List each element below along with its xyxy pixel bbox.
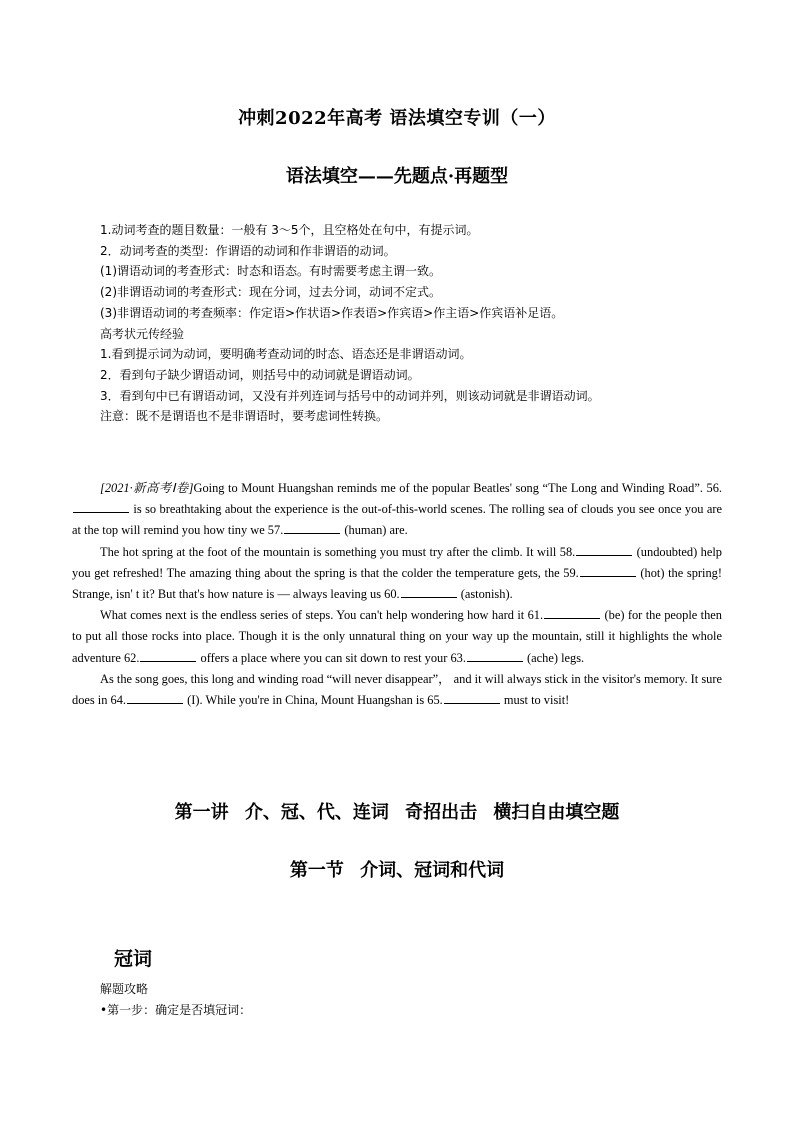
blank-58[interactable] (576, 544, 632, 556)
note-line: 2．看到句子缺少谓语动词，则括号中的动词就是谓语动词。 (100, 367, 420, 382)
passage-text: must to visit! (500, 693, 570, 708)
passage-paragraph-4 (72, 669, 722, 711)
note-line: (3)非谓语动词的考查频率：作定语>作状语>作表语>作宾语>作主语>作宾语补足语。 (100, 305, 564, 320)
lecture-heading: 第一讲 介、冠、代、连词 奇招出击 横扫自由填空题 (174, 802, 620, 823)
passage-text: What comes next is the endless series of steps. You can't help wondering how hard it 61. (100, 608, 544, 623)
passage-paragraph-3 (72, 605, 722, 669)
verb-notes (100, 220, 720, 427)
cloze-passage (72, 478, 722, 711)
blank-65[interactable] (444, 692, 500, 704)
blank-59[interactable] (580, 565, 636, 577)
blank-62[interactable] (140, 650, 196, 662)
note-line: (1)谓语动词的考查形式：时态和语态。有时需要考虑主谓一致。 (100, 264, 442, 279)
note-line: 2．动词考查的类型：作谓语的动词和作非谓语的动词。 (100, 243, 396, 258)
blank-57[interactable] (284, 522, 340, 534)
passage-text: (astonish). (457, 587, 513, 602)
note-line: 3．看到句中已有谓语动词，又没有并列连词与括号中的动词并列，则该动词就是非谓语动词。 (100, 388, 600, 403)
passage-text: (hot) the spring! Strange, isn' t it? But that's how nature is — always leaving us 60. (72, 565, 722, 602)
document-title: 冲刺2022年高考 语法填空专训（一） (238, 108, 556, 129)
note-line: 1.动词考查的题目数量：一般有 3～5个，且空格处在句中，有提示词。 (100, 223, 479, 237)
passage-source: [2021·新高考Ⅰ卷] (100, 481, 194, 495)
article-heading: 冠词 (114, 948, 153, 970)
passage-text: The hot spring at the foot of the mountain is something you must try after the climb. It will 58. (100, 544, 576, 559)
passage-text: Going to Mount Huangshan reminds me of the popular Beatles' song “The Long and Winding Road”. 56. (193, 481, 722, 495)
step-one-text: •第一步：确定是否填冠词： (100, 1003, 252, 1017)
note-line: (2)非谓语动词的考查形式：现在分词，过去分词，动词不定式。 (100, 285, 442, 300)
note-line: 1.看到提示词为动词，要明确考查动词的时态、语态还是非谓语动词。 (100, 347, 472, 362)
blank-64[interactable] (127, 692, 183, 704)
passage-text: (ache) legs. (523, 650, 585, 665)
strategy-label: 解题攻略 (100, 982, 149, 996)
passage-text: (be) for the people then to put all those rocks into place. Though it is the only unnatural thing on your way up the mountain, still it highlights the whole adventure 62. (72, 608, 722, 665)
passage-text: (human) are. (341, 523, 408, 538)
blank-56[interactable] (73, 501, 129, 513)
blank-63[interactable] (467, 650, 523, 662)
section-heading: 第一节 介词、冠词和代词 (289, 860, 505, 881)
passage-text: is so breathtaking about the experience is the out-of-this-world scenes. The rolling sea of clouds you see once you are at the top will remind you how tiny we 57. (72, 502, 722, 538)
note-line: 注意：既不是谓语也不是非谓语时，要考虑词性转换。 (100, 409, 389, 424)
passage-text: offers a place where you can sit down to rest your 63. (197, 650, 466, 665)
passage-text: (undoubted) help you get refreshed! The amazing thing about the spring is that the colder the temperature gets, the 59. (72, 544, 722, 580)
passage-text: As the song goes, this long and winding road “will never disappear”， and it will always stick in the visitor's memory. It sure does in 64. (72, 671, 722, 708)
document-subtitle: 语法填空——先题点·再题型 (285, 166, 509, 187)
passage-paragraph-2 (72, 542, 722, 606)
blank-60[interactable] (401, 586, 457, 598)
passage-text: (I). While you're in China, Mount Huangshan is 65. (184, 693, 443, 708)
passage-paragraph-1 (72, 478, 722, 542)
note-line: 高考状元传经验 (100, 326, 185, 341)
blank-61[interactable] (544, 607, 600, 619)
